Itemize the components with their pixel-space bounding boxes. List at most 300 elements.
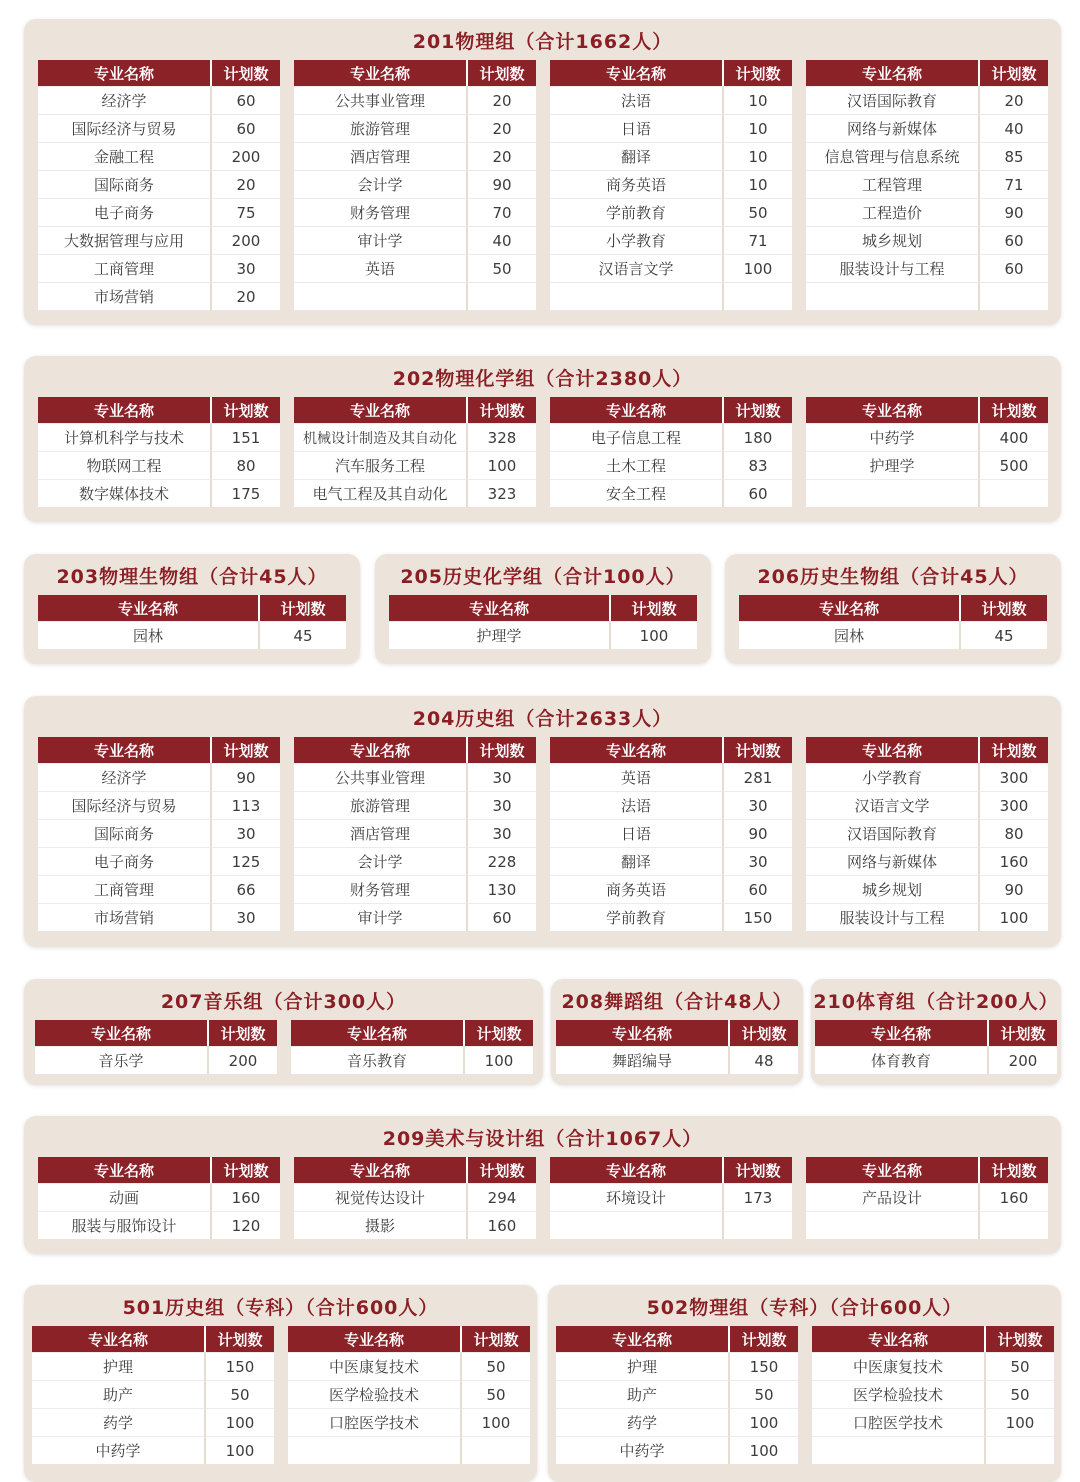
header-major-name: 专业名称 [288, 1326, 462, 1352]
major-name-cell: 小学教育 [550, 226, 724, 254]
major-name-cell: 翻译 [550, 142, 724, 170]
major-name-cell: 网络与新媒体 [806, 847, 980, 875]
header-plan-count: 计划数 [611, 595, 697, 621]
major-name-cell: 大数据管理与应用 [38, 226, 212, 254]
major-plan-table [35, 1020, 277, 1074]
major-plan-table [806, 737, 1048, 931]
table-row [38, 198, 280, 226]
major-name-cell: 体育教育 [815, 1046, 989, 1074]
table-row [294, 142, 536, 170]
header-major-name: 专业名称 [812, 1326, 986, 1352]
group-title: 201物理组（合计1662人） [412, 31, 673, 53]
major-name-cell: 英语 [550, 763, 724, 791]
header-plan-count: 计划数 [980, 397, 1048, 423]
group-209-panel [24, 1116, 1061, 1254]
major-name-cell: 市场营销 [38, 903, 212, 931]
major-name-cell: 医学检验技术 [288, 1380, 462, 1408]
major-name-cell: 中药学 [556, 1436, 730, 1464]
table-row [806, 847, 1048, 875]
plan-count-cell: 40 [468, 226, 536, 254]
plan-count-cell: 50 [206, 1380, 274, 1408]
table-row [38, 423, 280, 451]
major-name-cell: 经济学 [38, 86, 212, 114]
header-plan-count: 计划数 [468, 397, 536, 423]
header-plan-count: 计划数 [212, 737, 280, 763]
table-row [556, 1408, 798, 1436]
table-row [550, 763, 792, 791]
group-202-panel [24, 356, 1061, 522]
header-plan-count: 计划数 [980, 1157, 1048, 1183]
major-name-cell: 审计学 [294, 226, 468, 254]
plan-count-cell: 20 [468, 142, 536, 170]
major-name-cell: 电子信息工程 [550, 423, 724, 451]
table-row [38, 170, 280, 198]
table-row [550, 1183, 792, 1211]
header-major-name: 专业名称 [806, 737, 980, 763]
major-name-cell: 英语 [294, 254, 468, 282]
table-row [294, 226, 536, 254]
major-name-cell: 音乐教育 [291, 1046, 465, 1074]
header-plan-count: 计划数 [724, 1157, 792, 1183]
major-name-cell: 中药学 [806, 423, 980, 451]
major-name-cell [806, 282, 980, 310]
header-plan-count: 计划数 [724, 737, 792, 763]
header-major-name: 专业名称 [550, 397, 724, 423]
header-plan-count: 计划数 [468, 737, 536, 763]
plan-count-cell: 60 [212, 114, 280, 142]
plan-count-cell: 100 [462, 1408, 530, 1436]
group-204-panel [24, 696, 1061, 947]
major-plan-table [38, 595, 346, 649]
header-major-name: 专业名称 [32, 1326, 206, 1352]
header-plan-count: 计划数 [209, 1020, 277, 1046]
plan-count-cell: 60 [212, 86, 280, 114]
major-name-cell: 服装设计与工程 [806, 254, 980, 282]
table-row [38, 791, 280, 819]
table-row [38, 254, 280, 282]
header-major-name: 专业名称 [815, 1020, 989, 1046]
plan-count-cell [980, 282, 1048, 310]
table-row [38, 903, 280, 931]
table-row [550, 903, 792, 931]
header-plan-count: 计划数 [468, 1157, 536, 1183]
major-name-cell: 物联网工程 [38, 451, 212, 479]
major-name-cell: 中医康复技术 [288, 1352, 462, 1380]
major-name-cell [812, 1436, 986, 1464]
major-name-cell: 护理学 [389, 621, 611, 649]
major-name-cell: 园林 [38, 621, 260, 649]
group-210-panel [811, 979, 1061, 1085]
major-plan-table [294, 1157, 536, 1239]
plan-count-cell: 45 [961, 621, 1047, 649]
header-major-name: 专业名称 [806, 397, 980, 423]
major-plan-table [550, 737, 792, 931]
table-row [806, 198, 1048, 226]
header-plan-count: 计划数 [961, 595, 1047, 621]
plan-count-cell: 50 [730, 1380, 798, 1408]
group-208-panel [551, 979, 803, 1085]
table-row [806, 1183, 1048, 1211]
major-plan-table [739, 595, 1047, 649]
plan-count-cell: 85 [980, 142, 1048, 170]
header-major-name: 专业名称 [38, 737, 212, 763]
major-plan-table [556, 1020, 798, 1074]
group-title: 209美术与设计组（合计1067人） [382, 1128, 703, 1150]
header-plan-count: 计划数 [989, 1020, 1057, 1046]
plan-count-cell: 80 [980, 819, 1048, 847]
major-name-cell: 工商管理 [38, 254, 212, 282]
header-major-name: 专业名称 [38, 595, 260, 621]
table-row [806, 903, 1048, 931]
table-row [806, 791, 1048, 819]
table-row [806, 282, 1048, 310]
plan-count-cell: 150 [724, 903, 792, 931]
plan-count-cell: 173 [724, 1183, 792, 1211]
table-row [38, 621, 346, 649]
plan-count-cell: 90 [980, 875, 1048, 903]
major-plan-table [294, 60, 536, 310]
table-row [294, 819, 536, 847]
major-name-cell [288, 1436, 462, 1464]
table-row [806, 254, 1048, 282]
major-name-cell: 工商管理 [38, 875, 212, 903]
plan-count-cell: 20 [468, 114, 536, 142]
plan-count-cell: 80 [212, 451, 280, 479]
plan-count-cell: 30 [468, 763, 536, 791]
plan-count-cell: 71 [980, 170, 1048, 198]
major-plan-table [38, 60, 280, 310]
major-name-cell: 公共事业管理 [294, 763, 468, 791]
plan-count-cell [724, 282, 792, 310]
major-plan-table [291, 1020, 533, 1074]
table-row [32, 1408, 274, 1436]
table-row [806, 114, 1048, 142]
plan-count-cell: 90 [980, 198, 1048, 226]
table-row [294, 903, 536, 931]
table-row [812, 1352, 1054, 1380]
header-plan-count: 计划数 [212, 397, 280, 423]
major-name-cell: 电子商务 [38, 198, 212, 226]
major-name-cell: 学前教育 [550, 903, 724, 931]
table-row [38, 819, 280, 847]
plan-count-cell [980, 1211, 1048, 1239]
table-row [294, 847, 536, 875]
table-row [550, 451, 792, 479]
table-row [294, 254, 536, 282]
plan-count-cell: 300 [980, 763, 1048, 791]
table-row [32, 1352, 274, 1380]
table-row [38, 226, 280, 254]
plan-count-cell: 200 [209, 1046, 277, 1074]
major-name-cell: 环境设计 [550, 1183, 724, 1211]
major-name-cell: 药学 [32, 1408, 206, 1436]
major-name-cell: 口腔医学技术 [288, 1408, 462, 1436]
table-row [550, 791, 792, 819]
plan-count-cell: 10 [724, 142, 792, 170]
major-name-cell: 音乐学 [35, 1046, 209, 1074]
plan-count-cell: 200 [212, 226, 280, 254]
major-plan-table [294, 397, 536, 507]
table-row [550, 423, 792, 451]
major-name-cell [806, 479, 980, 507]
major-name-cell: 财务管理 [294, 875, 468, 903]
plan-count-cell: 160 [468, 1211, 536, 1239]
plan-count-cell: 20 [980, 86, 1048, 114]
plan-count-cell: 50 [468, 254, 536, 282]
major-name-cell: 酒店管理 [294, 142, 468, 170]
header-plan-count: 计划数 [724, 60, 792, 86]
plan-count-cell: 125 [212, 847, 280, 875]
plan-count-cell: 50 [986, 1380, 1054, 1408]
major-name-cell: 翻译 [550, 847, 724, 875]
table-row [294, 875, 536, 903]
major-plan-table [550, 60, 792, 310]
major-name-cell: 舞蹈编导 [556, 1046, 730, 1074]
table-row [294, 170, 536, 198]
major-plan-table [815, 1020, 1057, 1074]
major-name-cell [550, 1211, 724, 1239]
plan-count-cell: 10 [724, 86, 792, 114]
plan-count-cell: 60 [468, 903, 536, 931]
plan-count-cell: 323 [468, 479, 536, 507]
plan-count-cell: 60 [980, 226, 1048, 254]
plan-count-cell: 20 [468, 86, 536, 114]
table-row [556, 1380, 798, 1408]
plan-count-cell: 30 [724, 847, 792, 875]
group-title: 203物理生物组（合计45人） [56, 566, 328, 588]
major-name-cell: 安全工程 [550, 479, 724, 507]
header-major-name: 专业名称 [550, 737, 724, 763]
major-name-cell: 日语 [550, 819, 724, 847]
plan-count-cell: 500 [980, 451, 1048, 479]
major-name-cell: 审计学 [294, 903, 468, 931]
major-name-cell: 城乡规划 [806, 875, 980, 903]
plan-count-cell: 60 [724, 875, 792, 903]
major-name-cell: 酒店管理 [294, 819, 468, 847]
plan-count-cell: 175 [212, 479, 280, 507]
major-plan-table [38, 737, 280, 931]
major-name-cell: 网络与新媒体 [806, 114, 980, 142]
major-name-cell: 产品设计 [806, 1183, 980, 1211]
header-major-name: 专业名称 [739, 595, 961, 621]
major-name-cell: 国际经济与贸易 [38, 791, 212, 819]
plan-count-cell: 328 [468, 423, 536, 451]
table-row [806, 819, 1048, 847]
header-major-name: 专业名称 [294, 60, 468, 86]
plan-count-cell: 100 [206, 1408, 274, 1436]
table-row [806, 479, 1048, 507]
major-name-cell: 国际经济与贸易 [38, 114, 212, 142]
header-major-name: 专业名称 [294, 1157, 468, 1183]
major-name-cell: 金融工程 [38, 142, 212, 170]
group-207-panel [24, 979, 543, 1085]
table-row [288, 1380, 530, 1408]
plan-count-cell: 83 [724, 451, 792, 479]
plan-count-cell: 100 [986, 1408, 1054, 1436]
table-row [38, 1211, 280, 1239]
table-row [294, 423, 536, 451]
header-plan-count: 计划数 [212, 60, 280, 86]
plan-count-cell: 160 [980, 847, 1048, 875]
plan-count-cell: 10 [724, 114, 792, 142]
plan-count-cell: 180 [724, 423, 792, 451]
table-row [806, 86, 1048, 114]
major-plan-table [550, 397, 792, 507]
major-name-cell: 法语 [550, 86, 724, 114]
major-name-cell: 财务管理 [294, 198, 468, 226]
major-name-cell [806, 1211, 980, 1239]
header-plan-count: 计划数 [260, 595, 346, 621]
header-major-name: 专业名称 [550, 1157, 724, 1183]
plan-count-cell: 45 [260, 621, 346, 649]
table-row [291, 1046, 533, 1074]
header-plan-count: 计划数 [730, 1020, 798, 1046]
major-plan-table [38, 397, 280, 507]
major-name-cell: 助产 [32, 1380, 206, 1408]
group-206-panel [725, 554, 1061, 664]
header-major-name: 专业名称 [389, 595, 611, 621]
table-row [550, 847, 792, 875]
group-title: 502物理组（专科）（合计600人） [646, 1297, 963, 1319]
plan-count-cell: 100 [730, 1436, 798, 1464]
group-title: 501历史组（专科）（合计600人） [122, 1297, 439, 1319]
major-name-cell: 汽车服务工程 [294, 451, 468, 479]
group-501-panel [24, 1285, 537, 1482]
major-name-cell [294, 282, 468, 310]
major-plan-table [288, 1326, 530, 1464]
major-name-cell: 服装设计与工程 [806, 903, 980, 931]
major-name-cell: 国际商务 [38, 170, 212, 198]
major-name-cell: 口腔医学技术 [812, 1408, 986, 1436]
table-row [550, 254, 792, 282]
header-major-name: 专业名称 [806, 60, 980, 86]
table-row [294, 1211, 536, 1239]
major-name-cell: 商务英语 [550, 875, 724, 903]
major-plan-table [806, 397, 1048, 507]
plan-count-cell: 70 [468, 198, 536, 226]
table-row [35, 1046, 277, 1074]
major-plan-table [38, 1157, 280, 1239]
plan-count-cell [468, 282, 536, 310]
table-row [806, 423, 1048, 451]
plan-count-cell: 130 [468, 875, 536, 903]
table-row [806, 451, 1048, 479]
major-name-cell: 动画 [38, 1183, 212, 1211]
table-row [294, 114, 536, 142]
major-name-cell: 机械设计制造及其自动化 [294, 423, 468, 451]
table-row [38, 875, 280, 903]
plan-count-cell: 150 [730, 1352, 798, 1380]
header-plan-count: 计划数 [206, 1326, 274, 1352]
table-row [294, 198, 536, 226]
major-name-cell: 信息管理与信息系统 [806, 142, 980, 170]
plan-count-cell: 50 [462, 1352, 530, 1380]
major-name-cell: 旅游管理 [294, 791, 468, 819]
major-name-cell: 会计学 [294, 170, 468, 198]
plan-count-cell: 100 [980, 903, 1048, 931]
plan-count-cell [986, 1436, 1054, 1464]
header-major-name: 专业名称 [35, 1020, 209, 1046]
header-plan-count: 计划数 [730, 1326, 798, 1352]
table-row [550, 86, 792, 114]
plan-count-cell: 75 [212, 198, 280, 226]
plan-count-cell [980, 479, 1048, 507]
table-row [38, 1183, 280, 1211]
plan-count-cell: 90 [212, 763, 280, 791]
plan-count-cell: 50 [724, 198, 792, 226]
table-row [38, 763, 280, 791]
table-row [812, 1408, 1054, 1436]
major-name-cell: 医学检验技术 [812, 1380, 986, 1408]
plan-count-cell: 113 [212, 791, 280, 819]
group-title: 208舞蹈组（合计48人） [561, 991, 793, 1013]
table-row [550, 170, 792, 198]
major-name-cell: 法语 [550, 791, 724, 819]
table-row [38, 142, 280, 170]
table-row [556, 1046, 798, 1074]
header-major-name: 专业名称 [294, 397, 468, 423]
table-row [556, 1352, 798, 1380]
plan-count-cell: 200 [989, 1046, 1057, 1074]
plan-count-cell: 90 [724, 819, 792, 847]
table-row [550, 282, 792, 310]
plan-count-cell: 50 [462, 1380, 530, 1408]
table-row [32, 1436, 274, 1464]
plan-count-cell: 30 [212, 903, 280, 931]
plan-count-cell: 60 [980, 254, 1048, 282]
major-name-cell: 汉语言文学 [806, 791, 980, 819]
major-name-cell: 土木工程 [550, 451, 724, 479]
table-row [288, 1436, 530, 1464]
table-row [294, 282, 536, 310]
major-plan-table [806, 60, 1048, 310]
major-name-cell: 工程管理 [806, 170, 980, 198]
plan-count-cell: 100 [206, 1436, 274, 1464]
major-plan-table [294, 737, 536, 931]
table-row [294, 1183, 536, 1211]
table-row [806, 1211, 1048, 1239]
major-name-cell: 汉语国际教育 [806, 819, 980, 847]
major-name-cell: 商务英语 [550, 170, 724, 198]
header-major-name: 专业名称 [550, 60, 724, 86]
major-name-cell: 会计学 [294, 847, 468, 875]
table-row [739, 621, 1047, 649]
group-502-panel [548, 1285, 1061, 1482]
group-title: 204历史组（合计2633人） [412, 708, 673, 730]
major-name-cell: 日语 [550, 114, 724, 142]
header-plan-count: 计划数 [724, 397, 792, 423]
major-name-cell: 电子商务 [38, 847, 212, 875]
plan-count-cell: 160 [212, 1183, 280, 1211]
major-name-cell: 中药学 [32, 1436, 206, 1464]
plan-count-cell: 151 [212, 423, 280, 451]
plan-count-cell: 100 [468, 451, 536, 479]
header-plan-count: 计划数 [980, 737, 1048, 763]
table-row [294, 763, 536, 791]
plan-count-cell: 100 [611, 621, 697, 649]
header-plan-count: 计划数 [465, 1020, 533, 1046]
plan-count-cell: 100 [465, 1046, 533, 1074]
major-name-cell: 中医康复技术 [812, 1352, 986, 1380]
plan-count-cell: 60 [724, 479, 792, 507]
table-row [294, 479, 536, 507]
table-row [550, 819, 792, 847]
plan-count-cell: 228 [468, 847, 536, 875]
header-major-name: 专业名称 [38, 60, 212, 86]
major-plan-table [389, 595, 697, 649]
header-major-name: 专业名称 [38, 397, 212, 423]
table-row [38, 114, 280, 142]
